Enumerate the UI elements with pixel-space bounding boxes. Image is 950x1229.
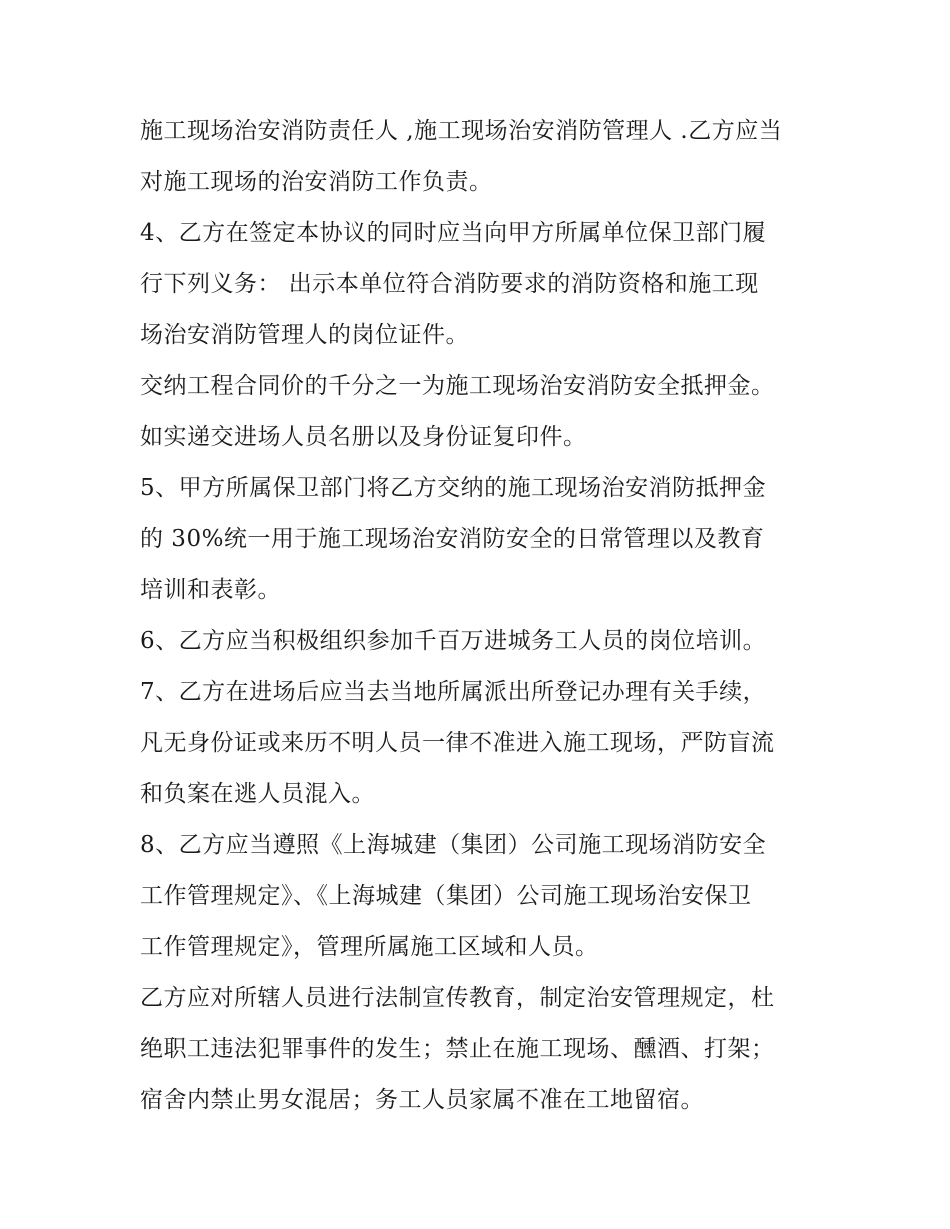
text-line-4: 行下列义务： 出示本单位符合消防要求的消防资格和施工现: [140, 271, 759, 297]
text-line-8: 5、甲方所属保卫部门将乙方交纳的施工现场治安消防抵押金: [140, 475, 767, 501]
text-line-15: 8、乙方应当遵照《上海城建（集团）公司施工现场消防安全: [140, 832, 767, 858]
text-line-3: 4、乙方在签定本协议的同时应当向甲方所属单位保卫部门履: [140, 220, 767, 246]
text-line-18: 乙方应对所辖人员进行法制宣传教育，制定治安管理规定，杜: [140, 985, 775, 1011]
text-line-9: 的 30%统一用于施工现场治安消防安全的日常管理以及教育: [140, 526, 765, 552]
text-line-12: 7、乙方在进场后应当去当地所属派出所登记办理有关手续，: [140, 679, 767, 705]
text-line-17: 工作管理规定》，管理所属施工区域和人员。: [140, 934, 599, 960]
text-line-19: 绝职工违法犯罪事件的发生；禁止在施工现场、醺酒、打架；: [140, 1036, 775, 1062]
text-line-16: 工作管理规定》、《上海城建（集团）公司施工现场治安保卫: [140, 883, 752, 909]
text-line-13: 凡无身份证或来历不明人员一律不准进入施工现场，严防盲流: [140, 730, 775, 756]
text-line-1: 施工现场治安消防责任人 ,施工现场治安消防管理人 .乙方应当: [140, 118, 783, 144]
text-line-2: 对施工现场的治安消防工作负责。: [140, 169, 493, 195]
text-line-20: 宿舍内禁止男女混居；务工人员家属不准在工地留宿。: [140, 1087, 704, 1113]
text-line-6: 交纳工程合同价的千分之一为施工现场治安消防安全抵押金。: [140, 373, 775, 399]
document-body: [140, 106, 820, 1126]
text-line-11: 6、乙方应当积极组织参加千百万进城务工人员的岗位培训。: [140, 628, 767, 654]
text-line-14: 和负案在逃人员混入。: [140, 781, 375, 807]
text-line-5: 场治安消防管理人的岗位证件。: [140, 322, 469, 348]
text-line-10: 培训和表彰。: [140, 577, 281, 603]
text-line-7: 如实递交进场人员名册以及身份证复印件。: [140, 424, 587, 450]
